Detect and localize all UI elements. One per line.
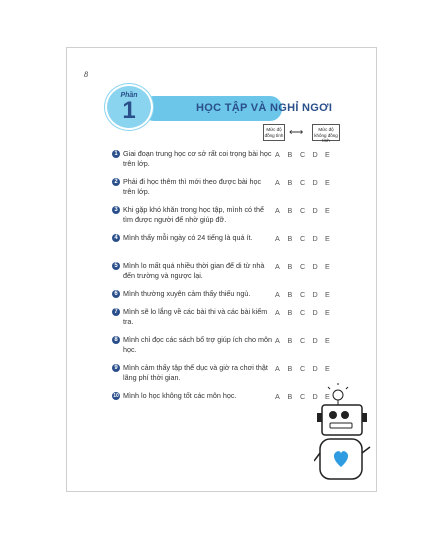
- answer-option[interactable]: D: [312, 178, 318, 187]
- answer-option[interactable]: E: [325, 308, 330, 317]
- question-number: 4: [112, 234, 120, 242]
- question-text: Khi gặp khó khăn trong học tập, mình có thể tìm được người để nhờ giúp đỡ.: [123, 205, 265, 224]
- answer-option[interactable]: A: [275, 178, 280, 187]
- answer-option[interactable]: E: [325, 364, 330, 373]
- question-number: 10: [113, 393, 119, 399]
- answer-options: [275, 234, 338, 243]
- answer-option[interactable]: D: [312, 308, 318, 317]
- answer-option[interactable]: B: [287, 364, 293, 373]
- answer-option[interactable]: B: [287, 234, 293, 243]
- answer-option[interactable]: C: [300, 150, 306, 159]
- book-page: [66, 47, 377, 492]
- double-arrow-icon: ⟷: [289, 127, 304, 138]
- answer-option[interactable]: E: [325, 290, 330, 299]
- answer-option[interactable]: D: [312, 336, 318, 345]
- answer-option[interactable]: C: [300, 336, 306, 345]
- question-text: Mình lo học không tốt các môn học.: [123, 391, 237, 400]
- answer-option[interactable]: D: [312, 234, 318, 243]
- answer-option[interactable]: A: [275, 234, 280, 243]
- answer-option[interactable]: D: [312, 364, 318, 373]
- answer-option[interactable]: A: [275, 206, 280, 215]
- question-text: Mình chỉ đọc các sách bổ trợ giúp ích cho môn học.: [123, 335, 272, 354]
- section-number: 1: [122, 97, 136, 124]
- answer-option[interactable]: A: [275, 262, 280, 271]
- robot-illustration: [314, 383, 374, 491]
- answer-option[interactable]: D: [312, 392, 318, 401]
- answer-option[interactable]: A: [275, 290, 280, 299]
- question-text: Mình thấy mỗi ngày có 24 tiếng là quá ít.: [123, 233, 253, 242]
- answer-option[interactable]: A: [275, 392, 280, 401]
- answer-option[interactable]: A: [275, 308, 280, 317]
- answer-option[interactable]: C: [300, 206, 306, 215]
- answer-option[interactable]: D: [312, 150, 318, 159]
- answer-option[interactable]: A: [275, 150, 280, 159]
- answer-option[interactable]: B: [287, 392, 293, 401]
- question-number: 1: [112, 150, 120, 158]
- question-number: 9: [112, 364, 120, 372]
- robot-head: [317, 405, 367, 435]
- section-badge: [105, 84, 153, 130]
- answer-options: [275, 178, 338, 187]
- question-text: Giai đoạn trung học cơ sở rất coi trọng bài học trên lớp.: [123, 149, 272, 168]
- answer-options: [275, 290, 338, 299]
- answer-option[interactable]: B: [287, 206, 293, 215]
- answer-option[interactable]: E: [325, 262, 330, 271]
- answer-options: [275, 206, 338, 215]
- answer-option[interactable]: B: [287, 308, 293, 317]
- answer-option[interactable]: B: [287, 290, 293, 299]
- question-text: Mình cảm thấy tập thể dục và giờ ra chơi thật lãng phí thời gian.: [123, 363, 268, 382]
- answer-options: [275, 150, 338, 159]
- question-text: Mình thường xuyên cảm thấy thiếu ngủ.: [123, 289, 251, 298]
- answer-option[interactable]: B: [287, 150, 293, 159]
- answer-option[interactable]: E: [325, 178, 330, 187]
- question-text: Mình lo mất quá nhiều thời gian để di từ nhà đến trường và ngược lại.: [123, 261, 265, 280]
- scale-disagree-box: Mức độ không đồng tình: [312, 124, 340, 141]
- section-title: HỌC TẬP VÀ NGHỈ NGƠI: [196, 102, 333, 114]
- answer-option[interactable]: B: [287, 262, 293, 271]
- answer-option[interactable]: E: [325, 150, 330, 159]
- answer-option[interactable]: C: [300, 392, 306, 401]
- page-number: 8: [84, 70, 88, 79]
- answer-option[interactable]: A: [275, 364, 280, 373]
- answer-option[interactable]: E: [325, 392, 330, 401]
- answer-option[interactable]: C: [300, 290, 306, 299]
- question-text: Mình sẽ lo lắng về các bài thi và các bài kiểm tra.: [123, 307, 268, 326]
- answer-option[interactable]: B: [287, 178, 293, 187]
- answer-option[interactable]: C: [300, 262, 306, 271]
- answer-options: [275, 364, 338, 373]
- scale-agree-box: Mức độ đồng tình: [263, 124, 285, 141]
- question-number: 6: [112, 290, 120, 298]
- section-banner: [142, 96, 333, 121]
- answer-option[interactable]: E: [325, 206, 330, 215]
- answer-option[interactable]: D: [312, 262, 318, 271]
- lightbulb-icon: [328, 383, 348, 405]
- answer-options: [275, 308, 338, 317]
- answer-options: [275, 262, 338, 271]
- answer-option[interactable]: C: [300, 308, 306, 317]
- answer-option[interactable]: C: [300, 364, 306, 373]
- answer-option[interactable]: D: [312, 206, 318, 215]
- question-number: 7: [112, 308, 120, 316]
- answer-option[interactable]: C: [300, 234, 306, 243]
- section-label: Phần: [120, 92, 138, 99]
- robot-body: [314, 439, 370, 479]
- answer-option[interactable]: E: [325, 234, 330, 243]
- question-number: 3: [112, 206, 120, 214]
- question-number: 8: [112, 336, 120, 344]
- answer-option[interactable]: A: [275, 336, 280, 345]
- answer-options: [275, 336, 338, 345]
- answer-option[interactable]: C: [300, 178, 306, 187]
- question-number: 5: [112, 262, 120, 270]
- question-text: Phải đi học thêm thì mới theo được bài học trên lớp.: [123, 177, 262, 196]
- answer-option[interactable]: D: [312, 290, 318, 299]
- answer-option[interactable]: B: [287, 336, 293, 345]
- answer-option[interactable]: E: [325, 336, 330, 345]
- question-number: 2: [112, 178, 120, 186]
